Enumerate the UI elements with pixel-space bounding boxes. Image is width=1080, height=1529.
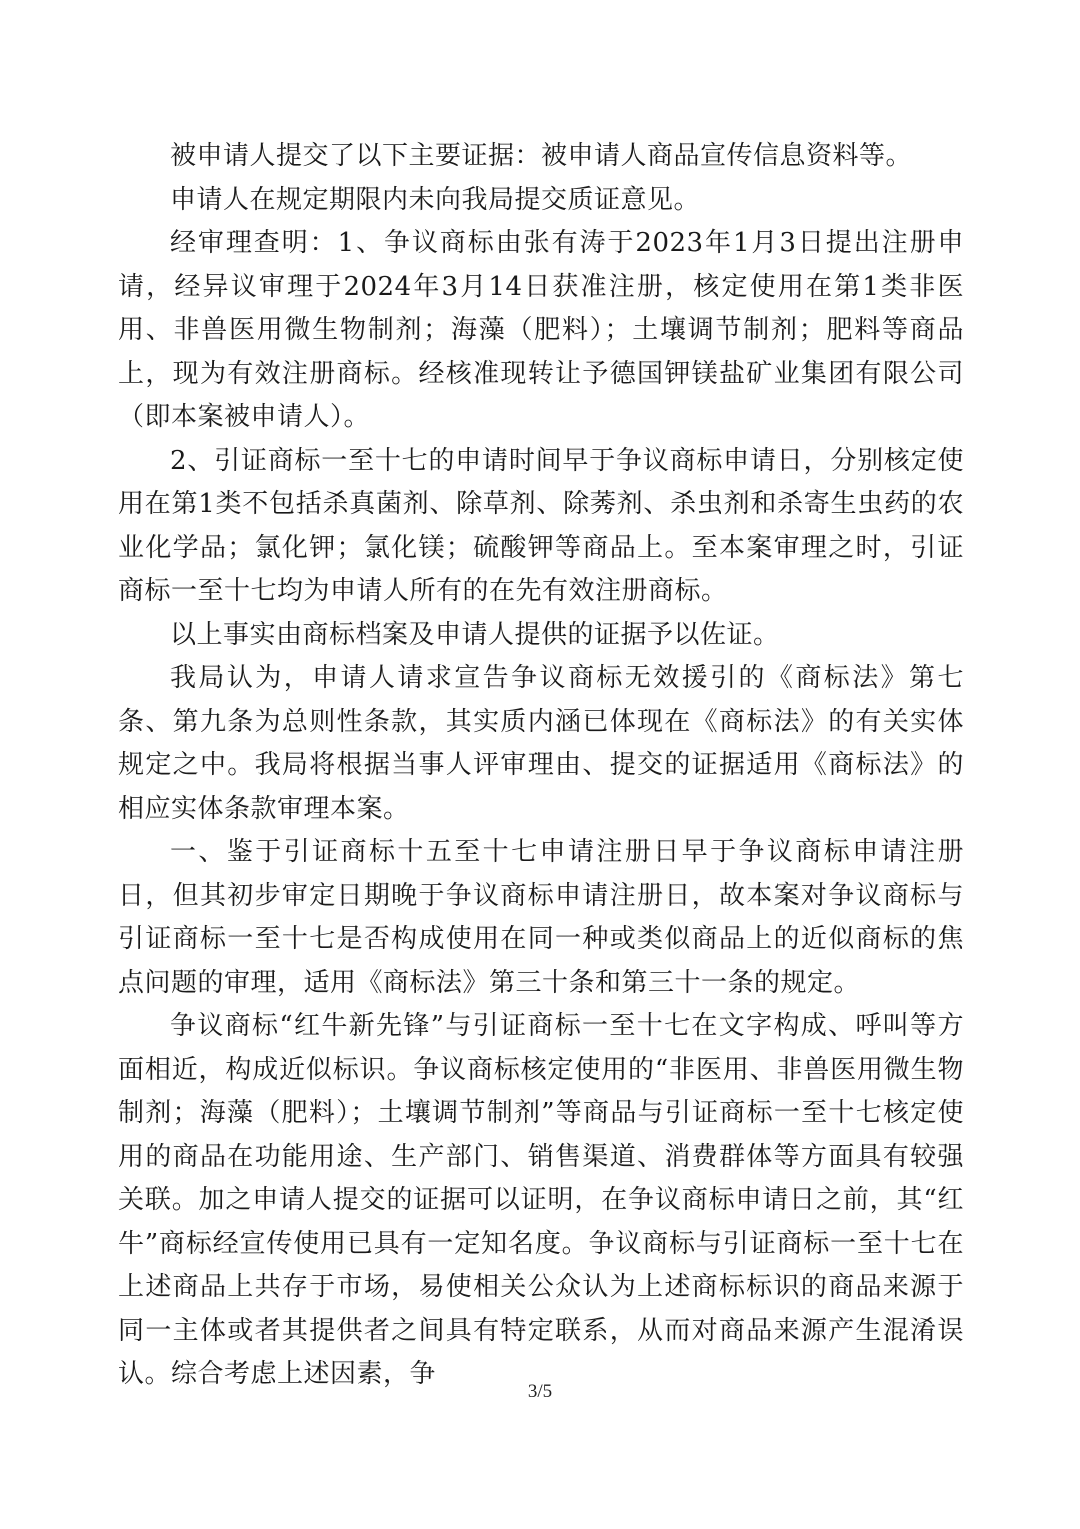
paragraph-bureau-opinion: 我局认为，申请人请求宣告争议商标无效援引的《商标法》第七条、第九条为总则性条款，其实质内涵已体现在《商标法》的有关实体规定之中。我局将根据当事人评审理由、提交的证据适用《商标法》的相应实体条款审理本案。 xyxy=(118,663,964,824)
paragraph-point-one: 一、鉴于引证商标十五至十七申请注册日早于争议商标申请注册日，但其初步审定日期晚于争议商标申请注册日，故本案对争议商标与引证商标一至十七是否构成使用在同一种或类似商品上的近似商标的焦点问题的审理，适用《商标法》第三十条和第三十一条的规定。 xyxy=(118,837,964,998)
paragraph-applicant-no-opinion: 申请人在规定期限内未向我局提交质证意见。 xyxy=(170,184,701,215)
page-number: 3/5 xyxy=(527,1381,553,1402)
paragraph-findings-1: 经审理查明：1、争议商标由张有涛于2023年1月3日提出注册申请，经异议审理于2024年3月14日获准注册，核定使用在第1类非医用、非兽医用微生物制剂；海藻（肥料）；土壤调节制剂；肥料等商品上，现为有效注册商标。经核准现转让予德国钾镁盐矿业集团有限公司（即本案被申请人）。 xyxy=(118,228,964,432)
paragraph-findings-2: 2、引证商标一至十七的申请时间早于争议商标申请日，分别核定使用在第1类不包括杀真菌剂、除草剂、除莠剂、杀虫剂和杀寄生虫药的农业化学品；氯化钾；氯化镁；硫酸钾等商品上。至本案审理之时，引证商标一至十七均为申请人所有的在先有效注册商标。 xyxy=(118,445,964,606)
paragraph-respondent-evidence: 被申请人提交了以下主要证据：被申请人商品宣传信息资料等。 xyxy=(170,141,913,171)
document-body xyxy=(118,135,964,1397)
paragraph-evidence-support: 以上事实由商标档案及申请人提供的证据予以佐证。 xyxy=(170,619,780,650)
paragraph-similarity-analysis: 争议商标“红牛新先锋”与引证商标一至十七在文字构成、呼叫等方面相近，构成近似标识。争议商标核定使用的“非医用、非兽医用微生物制剂；海藻（肥料）；土壤调节制剂”等商品与引证商标一至十七核定使用的商品在功能用途、生产部门、销售渠道、消费群体等方面具有较强关联。加之申请人提交的证据可以证明，在争议商标申请日之前，其“红牛”商标经宣传使用已具有一定知名度。争议商标与引证商标一至十七在上述商品上共存于市场，易使相关公众认为上述商标标识的商品来源于同一主体或者其提供者之间具有特定联系，从而对商品来源产生混淆误认。综合考虑上述因素，争 xyxy=(118,1011,964,1389)
